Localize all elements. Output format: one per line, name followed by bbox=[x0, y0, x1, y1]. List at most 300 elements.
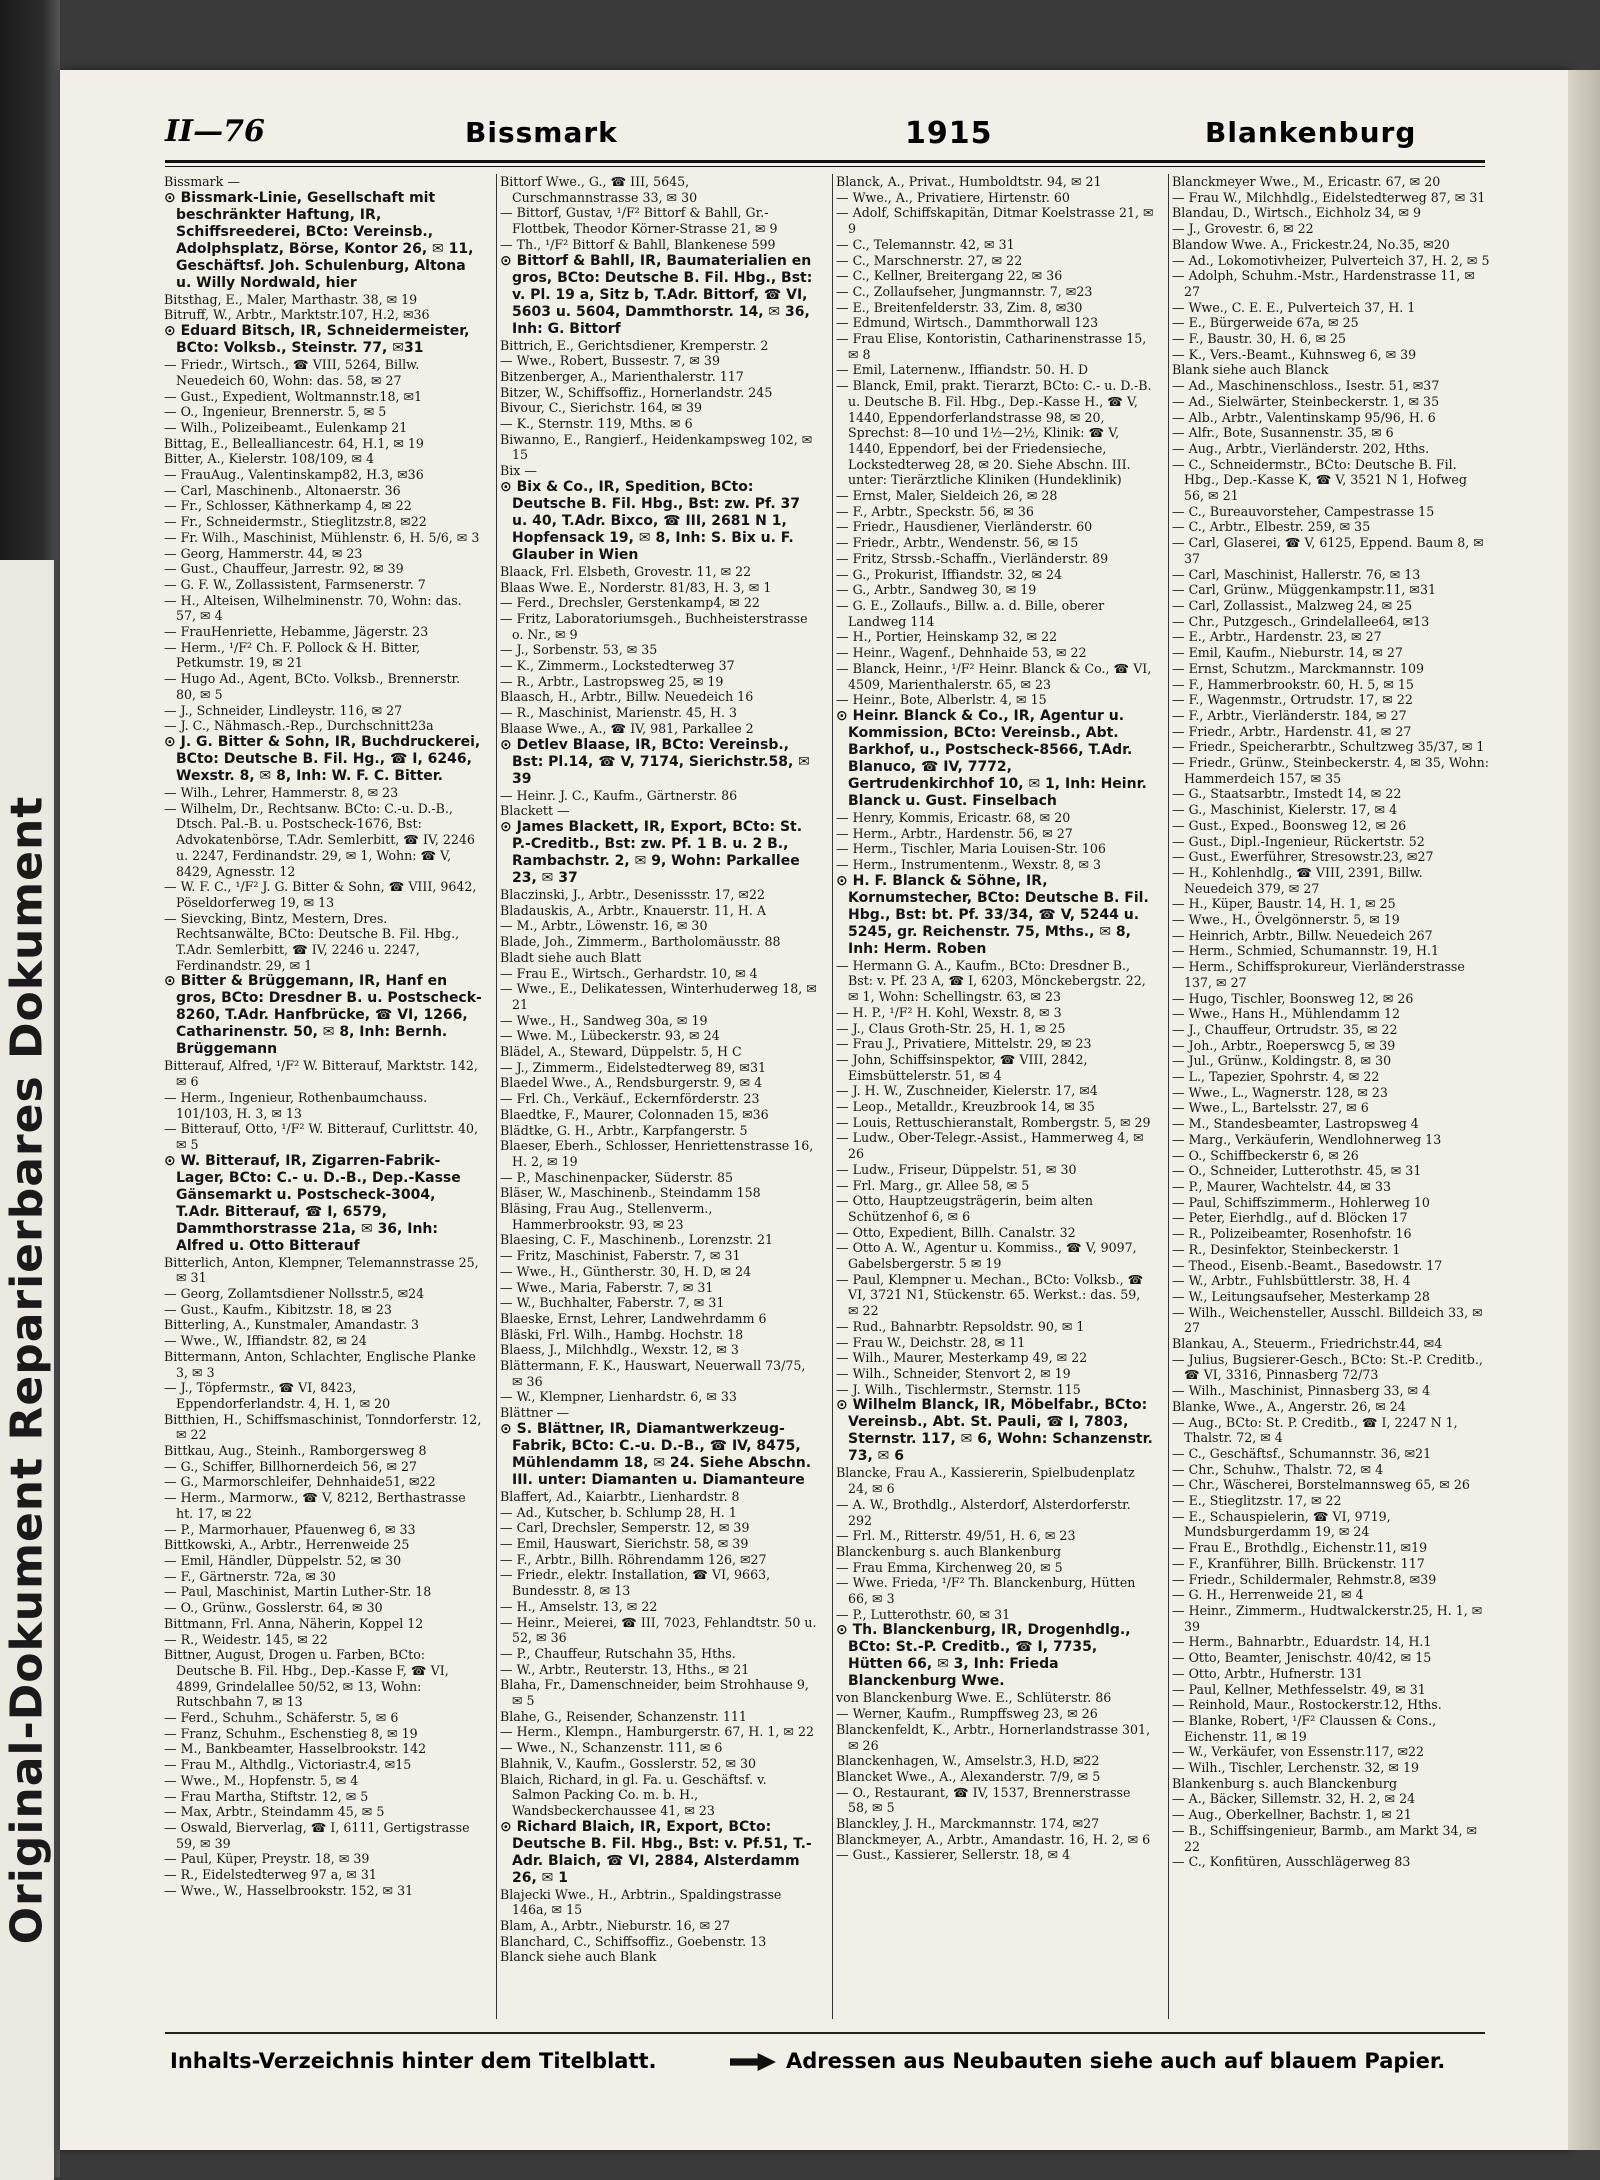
directory-entry: — F., Gärtnerstr. 72a, ✉ 30 bbox=[164, 1568, 336, 1584]
directory-entry: — G., Schiffer, Billhornerdeich 56, ✉ 27 bbox=[164, 1458, 418, 1474]
directory-entry: Blaeser, Eberh., Schlosser, Henriettenstrasse 16, H. 2, ✉ 19 bbox=[500, 1138, 814, 1169]
directory-entry: — Wwe., W., Iffiandstr. 82, ✉ 24 bbox=[164, 1333, 367, 1349]
directory-entry: — Frau M., Althdlg., Victoriastr.4, ✉15 bbox=[164, 1757, 412, 1773]
directory-entry: — Adolph, Schuhm.-Mstr., Hardenstrasse 11, ✉ 27 bbox=[1172, 268, 1475, 299]
directory-entry: — R., Maschinist, Marienstr. 45, H. 3 bbox=[500, 705, 738, 721]
directory-entry: — Frau Emma, Kirchenweg 20, ✉ 5 bbox=[836, 1559, 1063, 1575]
directory-entry: — C., Arbtr., Elbestr. 259, ✉ 35 bbox=[1172, 519, 1371, 535]
directory-entry: — Friedr., Speicherarbtr., Schultzweg 35/37, ✉ 1 bbox=[1172, 739, 1485, 755]
directory-entry: Blankenburg s. auch Blanckenburg bbox=[1172, 1775, 1398, 1791]
directory-entry: — Frau E., Brothdlg., Eichenstr.11, ✉19 bbox=[1172, 1540, 1428, 1556]
directory-entry: — Emil, Kaufm., Nieburstr. 14, ✉ 27 bbox=[1172, 645, 1403, 661]
directory-entry: Blaesing, C. F., Maschinenb., Lorenzstr. 21 bbox=[500, 1232, 774, 1248]
directory-entry: Blädel, A., Steward, Düppelstr. 5, H C bbox=[500, 1044, 742, 1060]
directory-entry: — Friedr., Arbtr., Hardenstr. 41, ✉ 27 bbox=[1172, 723, 1412, 739]
directory-entry: — Wwe., W., Hasselbrookstr. 152, ✉ 31 bbox=[164, 1882, 414, 1898]
directory-entry: — Fr., Schneidermstr., Stieglitzstr.8, ✉22 bbox=[164, 514, 427, 530]
directory-entry: — Fr. Wilh., Maschinist, Mühlenstr. 6, H. 5/6, ✉ 3 bbox=[164, 529, 480, 545]
directory-entry: — Fritz, Maschinist, Faberstr. 7, ✉ 31 bbox=[500, 1248, 741, 1264]
directory-entry: — G. F. W., Zollassistent, Farmsenerstr. 7 bbox=[164, 576, 426, 592]
directory-entry: Blanckenhagen, W., Amselstr.3, H.D, ✉22 bbox=[836, 1753, 1100, 1769]
directory-entry: ⊙ Heinr. Blanck & Co., IR, Agentur u. Kommission, BCto: Vereinsb., Abt. Barkhof, u., Postscheck-8566, T.Adr. Blanuco, ☎ IV, 7772, Gertrudenkirchhof 10, ✉ 1, Inh: Heinr. Blanck u. Gust. Finselbach bbox=[836, 707, 1147, 809]
directory-entry: — Wilh., Schneider, Stenvort 2, ✉ 19 bbox=[836, 1366, 1071, 1381]
directory-entry: — J., Grovestr. 6, ✉ 22 bbox=[1172, 221, 1314, 237]
directory-entry: Blaeske, Ernst, Lehrer, Landwehrdamm 6 bbox=[500, 1310, 767, 1326]
directory-entry: — Wwe. M., Lübeckerstr. 93, ✉ 24 bbox=[500, 1028, 720, 1044]
directory-entry: — Chr., Wäscherei, Borstelmannsweg 65, ✉ 26 bbox=[1172, 1477, 1470, 1493]
directory-entry: — Chr., Schuhw., Thalstr. 72, ✉ 4 bbox=[1172, 1461, 1384, 1477]
directory-entry: — Henry, Kommis, Ericastr. 68, ✉ 20 bbox=[836, 809, 1071, 825]
directory-entry: — F., Arbtr., Speckstr. 56, ✉ 36 bbox=[836, 503, 1034, 519]
page-footer bbox=[170, 2045, 1490, 2085]
directory-entry: Bladauskis, A., Arbtr., Knauerstr. 11, H. A bbox=[500, 902, 766, 918]
directory-entry: — FrauHenriette, Hebamme, Jägerstr. 23 bbox=[164, 624, 429, 640]
directory-entry: — Sievcking, Bintz, Mestern, Dres. Rechtsanwälte, BCto: Deutsche B. Fil. Hbg., T.Adr. Semlerbitt, ☎ IV, 2246 u. 2247, Ferdinandstr. 29, ✉ 1 bbox=[164, 910, 460, 973]
directory-entry: — K., Zimmerm., Lockstedterweg 37 bbox=[500, 658, 735, 674]
directory-entry: — Hermann G. A., Kaufm., BCto: Dresdner B., Bst: v. Pf. 23 A, ☎ I, 6203, Mönckebergstr. 22, ✉ 1, Wohn: Schellingstr. 63, ✉ 23 bbox=[836, 957, 1146, 1005]
directory-entry: — M., Arbtr., Löwenstr. 16, ✉ 30 bbox=[500, 918, 708, 934]
directory-entry: — C., Kellner, Breitergang 22, ✉ 36 bbox=[836, 268, 1063, 284]
directory-entry: — Ad., Sielwärter, Steinbeckerstr. 1, ✉ 35 bbox=[1172, 393, 1440, 409]
directory-entry: — J., Chauffeur, Ortrudstr. 35, ✉ 22 bbox=[1172, 1021, 1398, 1037]
directory-entry: Blaase Wwe., A., ☎ IV, 981, Parkallee 2 bbox=[500, 720, 754, 736]
directory-entry: — C., Telemannstr. 42, ✉ 31 bbox=[836, 236, 1015, 252]
directory-entry: Bissmark — bbox=[164, 174, 240, 189]
directory-entry: — P., Chauffeur, Rutschahn 35, Hths. bbox=[500, 1645, 736, 1661]
directory-entry: Bittag, E., Bellealliancestr. 64, H.1, ✉ 19 bbox=[164, 435, 424, 451]
directory-entry: — Wilhelm, Dr., Rechtsanw. BCto: C.-u. D.-B., Dtsch. Pal.-B. u. Postscheck-1676, Bst: Advokatenbörse, T.Adr. Semlerbitt, ☎ IV, 2246 u. 2247, Ferdinandstr. 29, ✉ 1, Wohn: ☎ V, 8429, Agnesstr. 12 bbox=[164, 800, 475, 879]
directory-entry: Blanke, Wwe., A., Angerstr. 26, ✉ 24 bbox=[1172, 1398, 1406, 1414]
directory-entry: — Bitterauf, Otto, ¹/F² W. Bitterauf, Curlittstr. 40, ✉ 5 bbox=[164, 1121, 479, 1152]
directory-entry: — C., Konfitüren, Ausschlägerweg 83 bbox=[1172, 1854, 1411, 1870]
directory-entry: — Frl. M., Ritterstr. 49/51, H. 6, ✉ 23 bbox=[836, 1528, 1076, 1544]
directory-entry: — R., Eidelstedterweg 97 a, ✉ 31 bbox=[164, 1867, 377, 1883]
directory-entry: — Alfr., Bote, Susannenstr. 35, ✉ 6 bbox=[1172, 425, 1394, 441]
directory-entry: ⊙ Bittorf & Bahll, IR, Baumaterialien en gros, BCto: Deutsche B. Fil. Hbg., Bst: v. Pl. 19 a, Sitz b, T.Adr. Bittorf, ☎ VI, 5603 u. 5604, Dammthorstr. 14, ✉ 36, Inh: G. Bittorf bbox=[500, 252, 813, 337]
directory-entry: — J., Schneider, Lindleystr. 116, ✉ 27 bbox=[164, 702, 403, 718]
directory-entry: — Paul, Schiffszimmerm., Hohlerweg 10 bbox=[1172, 1194, 1430, 1210]
directory-entry: — J., Claus Groth-Str. 25, H. 1, ✉ 25 bbox=[836, 1020, 1066, 1036]
directory-entry: — C., Geschäftsf., Schumannstr. 36, ✉21 bbox=[1172, 1445, 1432, 1461]
directory-entry: — Wwe., H., Övelgönnerstr. 5, ✉ 19 bbox=[1172, 912, 1400, 928]
directory-entry: — Ad., Kutscher, b. Schlump 28, H. 1 bbox=[500, 1504, 737, 1520]
directory-entry: — Wwe., Robert, Bussestr. 7, ✉ 39 bbox=[500, 353, 720, 369]
directory-entry: — Friedr., Arbtr., Wendenstr. 56, ✉ 15 bbox=[836, 535, 1079, 551]
directory-entry: — J., Sorbenstr. 53, ✉ 35 bbox=[500, 642, 658, 658]
directory-entry: — O., Schiffbeckerstr 6, ✉ 26 bbox=[1172, 1147, 1359, 1163]
directory-entry: — A., Bäcker, Sillemstr. 32, H. 2, ✉ 24 bbox=[1172, 1791, 1416, 1807]
directory-entry: ⊙ H. F. Blanck & Söhne, IR, Kornumstecher, BCto: Deutsche B. Fil. Hbg., Bst: bt. Pf. 33/34, ☎ V, 5244 u. 5245, gr. Reichenstr. 75, Mths., ✉ 8, Inh: Herm. Roben bbox=[836, 872, 1149, 957]
directory-entry: — Herm., ¹/F² Ch. F. Pollock & H. Bitter, Petkumstr. 19, ✉ 21 bbox=[164, 639, 421, 671]
directory-entry: Bitterling, A., Kunstmaler, Amandastr. 3 bbox=[164, 1317, 420, 1333]
directory-entry: — Paul, Maschinist, Martin Luther-Str. 18 bbox=[164, 1584, 432, 1600]
directory-entry: — G., Staatsarbtr., Imstedt 14, ✉ 22 bbox=[1172, 786, 1402, 802]
directory-entry: — Louis, Rettuschieranstalt, Rombergstr. 5, ✉ 29 bbox=[836, 1114, 1151, 1130]
header-rule-thin bbox=[165, 166, 1485, 167]
directory-entry: — Chr., Putzgesch., Grindelallee64, ✉13 bbox=[1172, 613, 1430, 629]
directory-entry: — Wilh., Maschinist, Pinnasberg 33, ✉ 4 bbox=[1172, 1383, 1431, 1399]
directory-entry: — F., Arbtr., Vierländerstr. 184, ✉ 27 bbox=[1172, 707, 1407, 723]
directory-entry: Blahnik, V., Kaufm., Gosslerstr. 52, ✉ 30 bbox=[500, 1755, 757, 1771]
directory-entry: — Alb., Arbtr., Valentinskamp 95/96, H. 6 bbox=[1172, 409, 1436, 425]
directory-entry: — Ernst, Schutzm., Marckmannstr. 109 bbox=[1172, 660, 1424, 676]
directory-entry: — Ludw., Ober-Telegr.-Assist., Hammerweg 4, ✉ 26 bbox=[836, 1130, 1144, 1162]
directory-entry: — Wwe., N., Schanzenstr. 111, ✉ 6 bbox=[500, 1740, 723, 1756]
directory-entry: — Fritz, Laboratoriumsgeh., Buchheisterstrasse o. Nr., ✉ 9 bbox=[500, 610, 808, 642]
directory-entry: — Wwe., H., Güntherstr. 30, H. D, ✉ 24 bbox=[500, 1263, 752, 1279]
page-header bbox=[165, 110, 1485, 154]
directory-entry: — G. H., Herrenweide 21, ✉ 4 bbox=[1172, 1587, 1364, 1603]
directory-entry: ⊙ Wilhelm Blanck, IR, Möbelfabr., BCto: Vereinsb., Abt. St. Pauli, ☎ I, 7803, Sternstr. 117, ✉ 6, Wohn: Schanzenstr. 73, ✉ 6 bbox=[836, 1397, 1153, 1465]
directory-entry: Bitruff, W., Arbtr., Marktstr.107, H.2, ✉36 bbox=[164, 307, 430, 323]
directory-entry: Bläsing, Frau Aug., Stellenverm., Hammerbrookstr. 93, ✉ 23 bbox=[500, 1201, 713, 1232]
directory-entry: Bittermann, Anton, Schlachter, Englische Planke 3, ✉ 3 bbox=[164, 1348, 476, 1380]
directory-entry: — Th., ¹/F² Bittorf & Bahll, Blankenese 599 bbox=[500, 236, 776, 252]
directory-entry: — Frau J., Privatiere, Mittelstr. 29, ✉ 23 bbox=[836, 1036, 1092, 1052]
header-keyword-right: Blankenburg bbox=[1205, 116, 1417, 149]
directory-column-4 bbox=[1172, 174, 1490, 2024]
directory-entry: — Heinrich, Arbtr., Billw. Neuedeich 267 bbox=[1172, 927, 1433, 943]
directory-entry: Blaedtke, F., Maurer, Colonnaden 15, ✉36 bbox=[500, 1106, 769, 1122]
directory-entry: Blättner — bbox=[500, 1405, 570, 1421]
directory-entry: — C., Schneidermstr., BCto: Deutsche B. Fil. Hbg., Dep.-Kasse K, ☎ V, 3521 N 1, Hofweg 56, ✉ 21 bbox=[1172, 456, 1467, 504]
directory-entry: — Georg, Zollamtsdiener Nollsstr.5, ✉24 bbox=[164, 1286, 425, 1302]
header-keyword-left: Bissmark bbox=[465, 116, 618, 149]
directory-entry: — Wwe., A., Privatiere, Hirtenstr. 60 bbox=[836, 189, 1070, 205]
directory-entry: Blankau, A., Steuerm., Friedrichstr.44, ✉4 bbox=[1172, 1336, 1443, 1352]
directory-entry: Bladt siehe auch Blatt bbox=[500, 949, 642, 965]
pointing-hand-icon bbox=[730, 2053, 776, 2071]
directory-entry: Blanck siehe auch Blank bbox=[500, 1949, 657, 1965]
directory-entry: — L., Tapezier, Spohrstr. 4, ✉ 22 bbox=[1172, 1069, 1380, 1085]
directory-entry: — Frau E., Wirtsch., Gerhardstr. 10, ✉ 4 bbox=[500, 965, 758, 981]
directory-entry: — Joh., Arbtr., Roeperswcg 5, ✉ 39 bbox=[1172, 1037, 1396, 1053]
directory-entry: Blättermann, F. K., Hauswart, Neuerwall 73/75, ✉ 36 bbox=[500, 1358, 806, 1389]
directory-entry: — Emil, Händler, Düppelstr. 52, ✉ 30 bbox=[164, 1553, 402, 1568]
directory-entry: — Heinr., Wagenf., Dehnhaide 53, ✉ 22 bbox=[836, 645, 1087, 661]
directory-entry: — F., Wagenmstr., Ortrudstr. 17, ✉ 22 bbox=[1172, 692, 1413, 708]
directory-entry: — Max, Arbtr., Steindamm 45, ✉ 5 bbox=[164, 1804, 385, 1820]
directory-entry: — O., Ingenieur, Brennerstr. 5, ✉ 5 bbox=[164, 404, 387, 420]
directory-entry: — Oswald, Bierverlag, ☎ I, 6111, Gertigstrasse 59, ✉ 39 bbox=[164, 1819, 470, 1851]
directory-entry: ⊙ Eduard Bitsch, IR, Schneidermeister, BCto: Volksb., Steinstr. 77, ✉31 bbox=[164, 323, 470, 357]
directory-entry: — Heinr., Bote, Alberlstr. 4, ✉ 15 bbox=[836, 692, 1047, 708]
directory-entry: — R., Desinfektor, Steinbeckerstr. 1 bbox=[1172, 1241, 1401, 1257]
directory-entry: — J., Zimmerm., Eidelstedterweg 89, ✉31 bbox=[500, 1059, 767, 1075]
directory-entry: Blandow Wwe. A., Frickestr.24, No.35, ✉20 bbox=[1172, 236, 1450, 252]
directory-entry: — H. P., ¹/F² H. Kohl, Wexstr. 8, ✉ 3 bbox=[836, 1004, 1062, 1020]
directory-entry: — Herm., Klempn., Hamburgerstr. 67, H. 1, ✉ 22 bbox=[500, 1724, 814, 1740]
directory-entry: — Peter, Eierhdlg., auf d. Blöcken 17 bbox=[1172, 1210, 1408, 1226]
directory-entry: ⊙ Bix & Co., IR, Spedition, BCto: Deutsche B. Fil. Hbg., Bst: zw. Pf. 37 u. 40, T.Adr. Bixco, ☎ III, 2681 N 1, Hopfensack 19, ✉ 8, Inh: S. Bix u. F. Glauber in Wien bbox=[500, 478, 801, 563]
directory-entry: — H., Portier, Heinskamp 32, ✉ 22 bbox=[836, 629, 1058, 645]
page-edge bbox=[1568, 70, 1600, 2150]
directory-entry: — Emil, Hauswart, Sierichstr. 58, ✉ 39 bbox=[500, 1536, 749, 1551]
directory-entry: — Theod., Eisenb.-Beamt., Basedowstr. 17 bbox=[1172, 1257, 1443, 1273]
directory-entry: — O., Schneider, Lutterothstr. 45, ✉ 31 bbox=[1172, 1163, 1422, 1179]
directory-entry: — Otto, Hauptzeugsträgerin, beim alten Schützenhof 6, ✉ 6 bbox=[836, 1193, 1093, 1224]
directory-entry: — P., Maschinenpacker, Süderstr. 85 bbox=[500, 1169, 734, 1185]
directory-entry: — Ferd., Drechsler, Gerstenkamp4, ✉ 22 bbox=[500, 595, 760, 611]
directory-entry: Blancke, Frau A., Kassiererin, Spielbudenplatz 24, ✉ 6 bbox=[836, 1465, 1135, 1497]
directory-entry: — R., Weidestr. 145, ✉ 22 bbox=[164, 1631, 328, 1647]
directory-entry: — R., Polizeibeamter, Rosenhofstr. 16 bbox=[1172, 1226, 1412, 1242]
directory-entry: Blanchard, C., Schiffsoffiz., Goebenstr. 13 bbox=[500, 1933, 767, 1949]
directory-entry: — P., Maurer, Wachtelstr. 44, ✉ 33 bbox=[1172, 1179, 1391, 1194]
directory-entry: — Friedr., Schildermaler, Rehmstr.8, ✉39 bbox=[1172, 1571, 1437, 1587]
directory-entry: Bläser, W., Maschinenb., Steindamm 158 bbox=[500, 1185, 761, 1201]
directory-entry: — W., Arbtr., Fuhlsbüttlerstr. 38, H. 4 bbox=[1172, 1273, 1411, 1289]
directory-entry: Blaffert, Ad., Kaiarbtr., Lienhardstr. 8 bbox=[500, 1488, 740, 1504]
footer-index-note: Inhalts-Verzeichnis hinter dem Titelblatt. bbox=[170, 2049, 657, 2073]
directory-entry: — W., Leitungsaufseher, Mesterkamp 28 bbox=[1172, 1288, 1430, 1304]
directory-entry: — Frau Martha, Stiftstr. 12, ✉ 5 bbox=[164, 1788, 369, 1804]
footer-rule bbox=[165, 2032, 1485, 2034]
directory-entry: — C., Bureauvorsteher, Campestrasse 15 bbox=[1172, 503, 1435, 519]
directory-page bbox=[60, 70, 1570, 2150]
directory-entry: — G., Arbtr., Sandweg 30, ✉ 19 bbox=[836, 582, 1037, 598]
directory-entry: — Blanck, Heinr., ¹/F² Heinr. Blanck & Co., ☎ VI, 4509, Marienthalerstr. 65, ✉ 23 bbox=[836, 660, 1152, 692]
directory-entry: Blanckmeyer Wwe., M., Ericastr. 67, ✉ 20 bbox=[1172, 174, 1441, 189]
directory-entry: — Frl. Ch., Verkäuf., Eckernförderstr. 23 bbox=[500, 1091, 760, 1107]
directory-entry: Blaess, J., Milchhdlg., Wexstr. 12, ✉ 3 bbox=[500, 1342, 739, 1358]
directory-entry: — Carl, Maschinist, Hallerstr. 76, ✉ 13 bbox=[1172, 566, 1421, 582]
directory-entry: — Wwe. Frieda, ¹/F² Th. Blanckenburg, Hütten 66, ✉ 3 bbox=[836, 1575, 1136, 1607]
directory-entry: — Bittorf, Gustav, ¹/F² Bittorf & Bahll, Gr.-Flottbek, Theodor Körner-Strasse 21, ✉ 9 bbox=[500, 205, 778, 237]
directory-entry: — Frau Elise, Kontoristin, Catharinenstrasse 15, ✉ 8 bbox=[836, 331, 1147, 362]
directory-entry: — C., Marschnerstr. 27, ✉ 22 bbox=[836, 252, 1023, 268]
directory-entry: — Emil, Laternenw., Iffiandstr. 50. H. D bbox=[836, 362, 1089, 378]
directory-entry: — Friedr., Grünw., Steinbeckerstr. 4, ✉ 35, Wohn: Hammerdeich 157, ✉ 35 bbox=[1172, 755, 1489, 786]
directory-entry: — Otto, Beamter, Jenischstr. 40/42, ✉ 15 bbox=[1172, 1650, 1432, 1666]
directory-entry: ⊙ Bitter & Brüggemann, IR, Hanf en gros, BCto: Dresdner B. u. Postscheck-8260, T.Adr. Hanfbrücke, ☎ VI, 1266, Catharinenstr. 50, ✉ 8, Inh: Bernh. Brüggemann bbox=[164, 973, 482, 1058]
directory-entry: — Aug., Oberkellner, Bachstr. 1, ✉ 21 bbox=[1172, 1807, 1412, 1823]
directory-entry: — Wwe., E., Delikatessen, Winterhuderweg 18, ✉ 21 bbox=[500, 981, 817, 1012]
directory-entry: — Ad., Lokomotivheizer, Pulverteich 37, H. 2, ✉ 5 bbox=[1172, 252, 1490, 268]
directory-entry: — H., Alteisen, Wilhelminenstr. 70, Wohn: das. 57, ✉ 4 bbox=[164, 592, 462, 624]
directory-entry: — Wwe., Hans H., Mühlendamm 12 bbox=[1172, 1006, 1401, 1022]
directory-entry: — E., Schauspielerin, ☎ VI, 9719, Mundsburgerdamm 19, ✉ 24 bbox=[1172, 1508, 1391, 1540]
directory-entry: — Wwe., H., Sandweg 30a, ✉ 19 bbox=[500, 1012, 708, 1028]
directory-entry: Bitterlich, Anton, Klempner, Telemannstrasse 25, ✉ 31 bbox=[164, 1254, 479, 1286]
directory-entry: — Blanck, Emil, prakt. Tierarzt, BCto: C.- u. D.-B. u. Deutsche B. Fil. Hbg., Dep.-Kasse H., ☎ V, 1440, Eppendorferlandstrasse 98, ✉ 20, Sprechst: 8—10 und 1½—2½, Klinik: ☎ V, 1440, Eppendorf, bei der Friedensieche, Lockstedterweg 28, ✉ 20. Siehe Abschn. III. unter: Tierärztliche Kliniken (Hundeklinik) bbox=[836, 378, 1152, 488]
directory-entry: — B., Schiffsingenieur, Barmb., am Markt 34, ✉ 22 bbox=[1172, 1822, 1478, 1854]
directory-entry: — K., Vers.-Beamt., Kuhnsweg 6, ✉ 39 bbox=[1172, 346, 1417, 362]
directory-entry: — Herm., Ingenieur, Rothenbaumchauss. 101/103, H. 3, ✉ 13 bbox=[164, 1089, 428, 1121]
directory-entry: — E., Bürgerweide 67a, ✉ 25 bbox=[1172, 315, 1359, 331]
directory-entry: — Gust., Chauffeur, Jarrestr. 92, ✉ 39 bbox=[164, 561, 404, 577]
directory-entry: ⊙ Richard Blaich, IR, Export, BCto: Deutsche B. Fil. Hbg., Bst: v. Pf.51, T.-Adr. Blaich, ☎ VI, 2884, Alsterdamm 26, ✉ 1 bbox=[500, 1818, 812, 1886]
directory-entry: Blajecki Wwe., H., Arbtrin., Spaldingstrasse 146a, ✉ 15 bbox=[500, 1886, 782, 1918]
directory-entry: — W., Klempner, Lienhardstr. 6, ✉ 33 bbox=[500, 1389, 737, 1405]
directory-entry: — Gust., Expedient, Woltmannstr.18, ✉1 bbox=[164, 388, 423, 404]
directory-entry: Bix — bbox=[500, 463, 537, 479]
directory-entry: — Fr., Schlosser, Käthnerkamp 4, ✉ 22 bbox=[164, 498, 412, 514]
directory-entry: Blandau, D., Wirtsch., Eichholz 34, ✉ 9 bbox=[1172, 205, 1422, 221]
directory-entry: — Carl, Glaserei, ☎ V, 6125, Eppend. Baum 8, ✉ 37 bbox=[1172, 535, 1484, 566]
directory-entry: ⊙ Th. Blanckenburg, IR, Drogenhdlg., BCto: St.-P. Creditb., ☎ I, 7735, Hütten 66, ✉ 3, Inh: Frieda Blanckenburg Wwe. bbox=[836, 1622, 1131, 1690]
directory-entry: Bitzenberger, A., Marienthalerstr. 117 bbox=[500, 368, 744, 384]
directory-entry: — Gust., Kaufm., Kibitzstr. 18, ✉ 23 bbox=[164, 1301, 392, 1317]
directory-entry: ⊙ J. G. Bitter & Sohn, IR, Buchdruckerei, BCto: Deutsche B. Fil. Hg., ☎ I, 6246, Wexstr. 8, ✉ 8, Inh: W. F. C. Bitter. bbox=[164, 733, 481, 784]
directory-entry: — Georg, Hammerstr. 44, ✉ 23 bbox=[164, 545, 363, 561]
side-label-strip bbox=[0, 560, 54, 2180]
directory-entry: Blanck, A., Privat., Humboldtstr. 94, ✉ 21 bbox=[836, 174, 1102, 189]
directory-entry: Bivour, C., Sierichstr. 164, ✉ 39 bbox=[500, 400, 703, 416]
directory-entry: — Paul, Klempner u. Mechan., BCto: Volksb., ☎ VI, 3721 N1, Stückenstr. 65. Werkst.: das. 59, ✉ 22 bbox=[836, 1271, 1144, 1319]
directory-entry: — Herm., Tischler, Maria Louisen-Str. 106 bbox=[836, 841, 1106, 857]
directory-entry: — H., Küper, Baustr. 14, H. 1, ✉ 25 bbox=[1172, 896, 1396, 912]
directory-entry: — John, Schiffsinspektor, ☎ VIII, 2842, Eimsbüttelerstr. 51, ✉ 4 bbox=[836, 1051, 1088, 1083]
directory-entry: — Carl, Zollassist., Malzweg 24, ✉ 25 bbox=[1172, 597, 1413, 613]
directory-entry: — Herm., Arbtr., Hardenstr. 56, ✉ 27 bbox=[836, 825, 1073, 841]
directory-entry: — Herm., Instrumentenm., Wexstr. 8, ✉ 3 bbox=[836, 857, 1102, 873]
directory-entry: Bläski, Frl. Wilh., Hambg. Hochstr. 18 bbox=[500, 1326, 744, 1342]
directory-entry: — W., Buchhalter, Faberstr. 7, ✉ 31 bbox=[500, 1295, 725, 1311]
directory-entry: — Gust., Dipl.-Ingenieur, Rückertstr. 52 bbox=[1172, 833, 1425, 849]
page-number: II—76 bbox=[165, 114, 265, 149]
directory-entry: — P., Marmorhauer, Pfauenweg 6, ✉ 33 bbox=[164, 1521, 416, 1537]
directory-entry: Blaczinski, J., Arbtr., Desenissstr. 17, ✉22 bbox=[500, 886, 766, 902]
directory-column-2 bbox=[500, 174, 818, 2024]
directory-entry: — W., Arbtr., Reuterstr. 13, Hths., ✉ 21 bbox=[500, 1661, 750, 1677]
directory-entry: — G., Prokurist, Iffiandstr. 32, ✉ 24 bbox=[836, 566, 1063, 582]
directory-entry: — Otto A. W., Agentur u. Kommiss., ☎ V, 9097, Gabelsbergerstr. 5 ✉ 19 bbox=[836, 1240, 1137, 1272]
directory-entry: — Carl, Grünw., Müggenkampstr.11, ✉31 bbox=[1172, 582, 1436, 598]
directory-entry: — F., Hammerbrookstr. 60, H. 5, ✉ 15 bbox=[1172, 676, 1414, 692]
directory-entry: — Herm., Schiffsprokureur, Vierländerstrasse 137, ✉ 27 bbox=[1172, 959, 1465, 990]
directory-columns bbox=[164, 174, 1494, 2024]
directory-entry: — J., Töpfermstr., ☎ VI, 8423, Eppendorferlandstr. 4, H. 1, ✉ 20 bbox=[164, 1380, 391, 1411]
directory-entry: — J. H. W., Zuschneider, Kielerstr. 17, ✉4 bbox=[836, 1083, 1098, 1099]
directory-entry: — Ernst, Maler, Sieldeich 26, ✉ 28 bbox=[836, 488, 1058, 504]
directory-entry: — G., Marmorschleifer, Dehnhaide51, ✉22 bbox=[164, 1474, 436, 1490]
directory-entry: — Friedr., Wirtsch., ☎ VIII, 5264, Billw. Neuedeich 60, Wohn: das. 58, ✉ 27 bbox=[164, 357, 420, 388]
directory-entry: — F., Baustr. 30, H. 6, ✉ 25 bbox=[1172, 331, 1347, 347]
directory-entry: — R., Arbtr., Lastropsweg 25, ✉ 19 bbox=[500, 673, 724, 689]
directory-entry: — Herm., Bahnarbtr., Eduardstr. 14, H.1 bbox=[1172, 1634, 1432, 1650]
directory-entry: Blackett — bbox=[500, 803, 570, 819]
directory-entry: von Blanckenburg Wwe. E., Schlüterstr. 86 bbox=[836, 1690, 1112, 1706]
directory-entry: — Fritz, Strssb.-Schaffn., Vierländerstr. 89 bbox=[836, 550, 1109, 566]
directory-entry: Blanckenfeldt, K., Arbtr., Hornerlandstrasse 301, ✉ 26 bbox=[836, 1721, 1151, 1753]
directory-entry: — Blanke, Robert, ¹/F² Claussen & Cons., Eichenstr. 11, ✉ 19 bbox=[1172, 1712, 1437, 1744]
directory-entry: — Heinr., Zimmerm., Hudtwalckerstr.25, H. 1, ✉ 39 bbox=[1172, 1602, 1483, 1634]
directory-entry: — Wwe., C. E. E., Pulverteich 37, H. 1 bbox=[1172, 299, 1416, 315]
directory-entry: Bittkowski, A., Arbtr., Herrenweide 25 bbox=[164, 1537, 410, 1553]
directory-entry: — Wwe., M., Hopfenstr. 5, ✉ 4 bbox=[164, 1772, 359, 1788]
directory-entry: — Jul., Grünw., Koldingstr. 8, ✉ 30 bbox=[1172, 1053, 1392, 1069]
directory-entry: — Heinr. J. C., Kaufm., Gärtnerstr. 86 bbox=[500, 787, 738, 803]
directory-entry: — Ad., Maschinenschloss., Isestr. 51, ✉37 bbox=[1172, 378, 1440, 394]
directory-entry: Blaich, Richard, in gl. Fa. u. Geschäftsf. v. Salmon Packing Co. m. b. H., Wandsbeckerchaussee 41, ✉ 23 bbox=[500, 1771, 767, 1818]
header-rule bbox=[165, 160, 1485, 163]
directory-entry: Bitthien, H., Schiffsmaschinist, Tonndorferstr. 12, ✉ 22 bbox=[164, 1411, 482, 1443]
directory-entry: Blaasch, H., Arbtr., Billw. Neuedeich 16 bbox=[500, 689, 754, 705]
directory-entry: — F., Arbtr., Billh. Röhrendamm 126, ✉27 bbox=[500, 1551, 767, 1567]
directory-entry: ⊙ W. Bitterauf, IR, Zigarren-Fabrik-Lager, BCto: C.- u. D.-B., Dep.-Kasse Gänsemarkt u. Postscheck-3004, T.Adr. Bitterauf, ☎ I, 6579, Dammthorstrasse 21a, ✉ 36, Inh: Alfred u. Otto Bitterauf bbox=[164, 1152, 461, 1254]
header-year: 1915 bbox=[905, 116, 993, 151]
directory-entry: — Gust., Ewerführer, Stresowstr.23, ✉27 bbox=[1172, 849, 1434, 865]
directory-entry: Bittkau, Aug., Steinh., Ramborgersweg 8 bbox=[164, 1443, 427, 1459]
directory-entry: — Carl, Maschinenb., Altonaerstr. 36 bbox=[164, 482, 401, 498]
directory-entry: ⊙ Bissmark-Linie, Gesellschaft mit beschränkter Haftung, IR, Schiffsreederei, BCto: Vereinsb., Adolphsplatz, Börse, Kontor 26, ✉ 11, Geschäftsf. Joh. Schulenburg, Altona u. Willy Nordwald, hier bbox=[164, 189, 474, 291]
directory-entry: Blancket Wwe., A., Alexanderstr. 7/9, ✉ 5 bbox=[836, 1768, 1101, 1784]
directory-entry: — W. F. C., ¹/F² J. G. Bitter & Sohn, ☎ VIII, 9642, Pöseldorferweg 19, ✉ 13 bbox=[164, 879, 477, 910]
directory-entry: — Hugo Ad., Agent, BCto. Volksb., Brennerstr. 80, ✉ 5 bbox=[164, 671, 461, 702]
directory-entry: — Edmund, Wirtsch., Dammthorwall 123 bbox=[836, 315, 1099, 331]
directory-entry: — A. W., Brothdlg., Alsterdorf, Alsterdorferstr. 292 bbox=[836, 1496, 1131, 1528]
directory-entry: — Werner, Kaufm., Rumpffsweg 23, ✉ 26 bbox=[836, 1706, 1098, 1722]
directory-entry: — Carl, Drechsler, Semperstr. 12, ✉ 39 bbox=[500, 1520, 750, 1536]
directory-entry: Blädtke, G. H., Arbtr., Karpfangerstr. 5 bbox=[500, 1122, 748, 1138]
directory-entry: — Wwe., L., Wagnerstr. 128, ✉ 23 bbox=[1172, 1084, 1388, 1100]
directory-entry: — Friedr., Hausdiener, Vierländerstr. 60 bbox=[836, 519, 1093, 535]
directory-entry: — Wwe., Maria, Faberstr. 7, ✉ 31 bbox=[500, 1279, 714, 1295]
directory-entry: — Wilh., Lehrer, Hammerstr. 8, ✉ 23 bbox=[164, 784, 399, 800]
directory-entry: — Wilh., Maurer, Mesterkamp 49, ✉ 22 bbox=[836, 1350, 1088, 1366]
directory-entry: Blaas Wwe. E., Norderstr. 81/83, H. 3, ✉ 1 bbox=[500, 579, 772, 595]
directory-entry: — Marg., Verkäuferin, Wendlohnerweg 13 bbox=[1172, 1131, 1442, 1147]
directory-entry: — Herm., Schmied, Schumannstr. 19, H.1 bbox=[1172, 943, 1440, 959]
directory-entry: — Rud., Bahnarbtr. Repsoldstr. 90, ✉ 1 bbox=[836, 1318, 1085, 1334]
directory-entry: Bittorf Wwe., G., ☎ III, 5645, Curschmannstrasse 33, ✉ 30 bbox=[500, 174, 698, 205]
directory-entry: — Frau W., Deichstr. 28, ✉ 11 bbox=[836, 1334, 1026, 1350]
directory-entry: — Herm., Marmorw., ☎ V, 8212, Berthastrasse ht. 17, ✉ 22 bbox=[164, 1490, 466, 1521]
directory-entry: — E., Arbtr., Hardenstr. 23, ✉ 27 bbox=[1172, 629, 1382, 645]
directory-entry: — O., Restaurant, ☎ IV, 1537, Brennerstrasse 58, ✉ 5 bbox=[836, 1784, 1131, 1816]
directory-entry: ⊙ Detlev Blaase, IR, BCto: Vereinsb., Bst: Pl.14, ☎ V, 7174, Sierichstr.58, ✉39 bbox=[500, 736, 810, 787]
directory-entry: — H., Kohlenhdlg., ☎ VIII, 2391, Billw. Neuedeich 379, ✉ 27 bbox=[1172, 864, 1423, 896]
directory-entry: — E., Stieglitzstr. 17, ✉ 22 bbox=[1172, 1493, 1342, 1509]
directory-entry: — Wwe., L., Bartelsstr. 27, ✉ 6 bbox=[1172, 1100, 1369, 1116]
directory-entry: — O., Grünw., Gosslerstr. 64, ✉ 30 bbox=[164, 1600, 383, 1616]
directory-entry: Bittner, August, Drogen u. Farben, BCto: Deutsche B. Fil. Hbg., Dep.-Kasse F, ☎ VI, 4899, Grindelallee 50/52, ✉ 13, Wohn: Rutschbahn 7, ✉ 13 bbox=[164, 1647, 449, 1710]
directory-entry: ⊙ S. Blättner, IR, Diamantwerkzeug-Fabrik, BCto: C.-u. D.-B., ☎ IV, 8475, Mühlendamm 18, ✉ 24. Siehe Abschn. III. unter: Diamanten u. Diamanteure bbox=[500, 1420, 812, 1488]
directory-entry: — Heinr., Meierei, ☎ III, 7023, Fehlandtstr. 50 u. 52, ✉ 36 bbox=[500, 1614, 817, 1646]
directory-entry: — M., Standesbeamter, Lastropsweg 4 bbox=[1172, 1116, 1419, 1132]
directory-entry: — Frl. Marg., gr. Allee 58, ✉ 5 bbox=[836, 1177, 1030, 1193]
directory-entry: Bitterauf, Alfred, ¹/F² W. Bitterauf, Marktstr. 142, ✉ 6 bbox=[164, 1058, 478, 1090]
directory-entry: — Aug., Arbtr., Vierländerstr. 202, Hths. bbox=[1172, 440, 1430, 456]
directory-entry: — Leop., Metalldr., Kreuzbrook 14, ✉ 35 bbox=[836, 1099, 1095, 1115]
directory-entry: — Wilh., Polizeibeamt., Eulenkamp 21 bbox=[164, 419, 408, 435]
directory-entry: — Ferd., Schuhm., Schäferstr. 5, ✉ 6 bbox=[164, 1710, 399, 1726]
directory-column-3 bbox=[836, 174, 1154, 2024]
directory-entry: Blanckenburg s. auch Blankenburg bbox=[836, 1543, 1062, 1559]
directory-entry: — Gust., Kassierer, Sellerstr. 18, ✉ 4 bbox=[836, 1847, 1071, 1863]
directory-column-1 bbox=[164, 174, 482, 2024]
directory-entry: Blam, A., Arbtr., Nieburstr. 16, ✉ 27 bbox=[500, 1918, 731, 1934]
directory-entry: Blade, Joh., Zimmerm., Bartholomäusstr. 88 bbox=[500, 934, 781, 950]
directory-entry: — Paul, Kellner, Methfesselstr. 49, ✉ 31 bbox=[1172, 1681, 1426, 1697]
directory-entry: — Julius, Bugsierer-Gesch., BCto: St.-P. Creditb., ☎ VI, 3316, Pinnasberg 72/73 bbox=[1172, 1351, 1483, 1383]
directory-entry: — W., Verkäufer, von Essenstr.117, ✉22 bbox=[1172, 1744, 1425, 1760]
directory-entry: — J. Wilh., Tischlermstr., Sternstr. 115 bbox=[836, 1381, 1081, 1397]
directory-entry: — Friedr., elektr. Installation, ☎ VI, 9663, Bundesstr. 8, ✉ 13 bbox=[500, 1567, 771, 1599]
directory-entry: — K., Sternstr. 119, Mths. ✉ 6 bbox=[500, 416, 693, 432]
directory-entry: — Otto, Expedient, Billh. Canalstr. 32 bbox=[836, 1224, 1076, 1240]
directory-entry: — Reinhold, Maur., Rostockerstr.12, Hths. bbox=[1172, 1697, 1442, 1713]
directory-entry: — G., Maschinist, Kielerstr. 17, ✉ 4 bbox=[1172, 802, 1398, 818]
directory-entry: — Wilh., Tischler, Lerchenstr. 32, ✉ 19 bbox=[1172, 1760, 1420, 1776]
directory-entry: — M., Bankbeamter, Hasselbrookstr. 142 bbox=[164, 1741, 427, 1757]
directory-entry: Biwanno, E., Rangierf., Heidenkampsweg 102, ✉ 15 bbox=[500, 431, 813, 463]
directory-entry: — Otto, Arbtr., Hufnerstr. 131 bbox=[1172, 1665, 1364, 1681]
directory-entry: — G. E., Zollaufs., Billw. a. d. Bille, oberer Landweg 114 bbox=[836, 597, 1105, 629]
directory-entry: Bitsthag, E., Maler, Marthastr. 38, ✉ 19 bbox=[164, 291, 418, 307]
directory-entry: — Adolf, Schiffskapitän, Ditmar Koelstrasse 21, ✉ 9 bbox=[836, 205, 1154, 237]
